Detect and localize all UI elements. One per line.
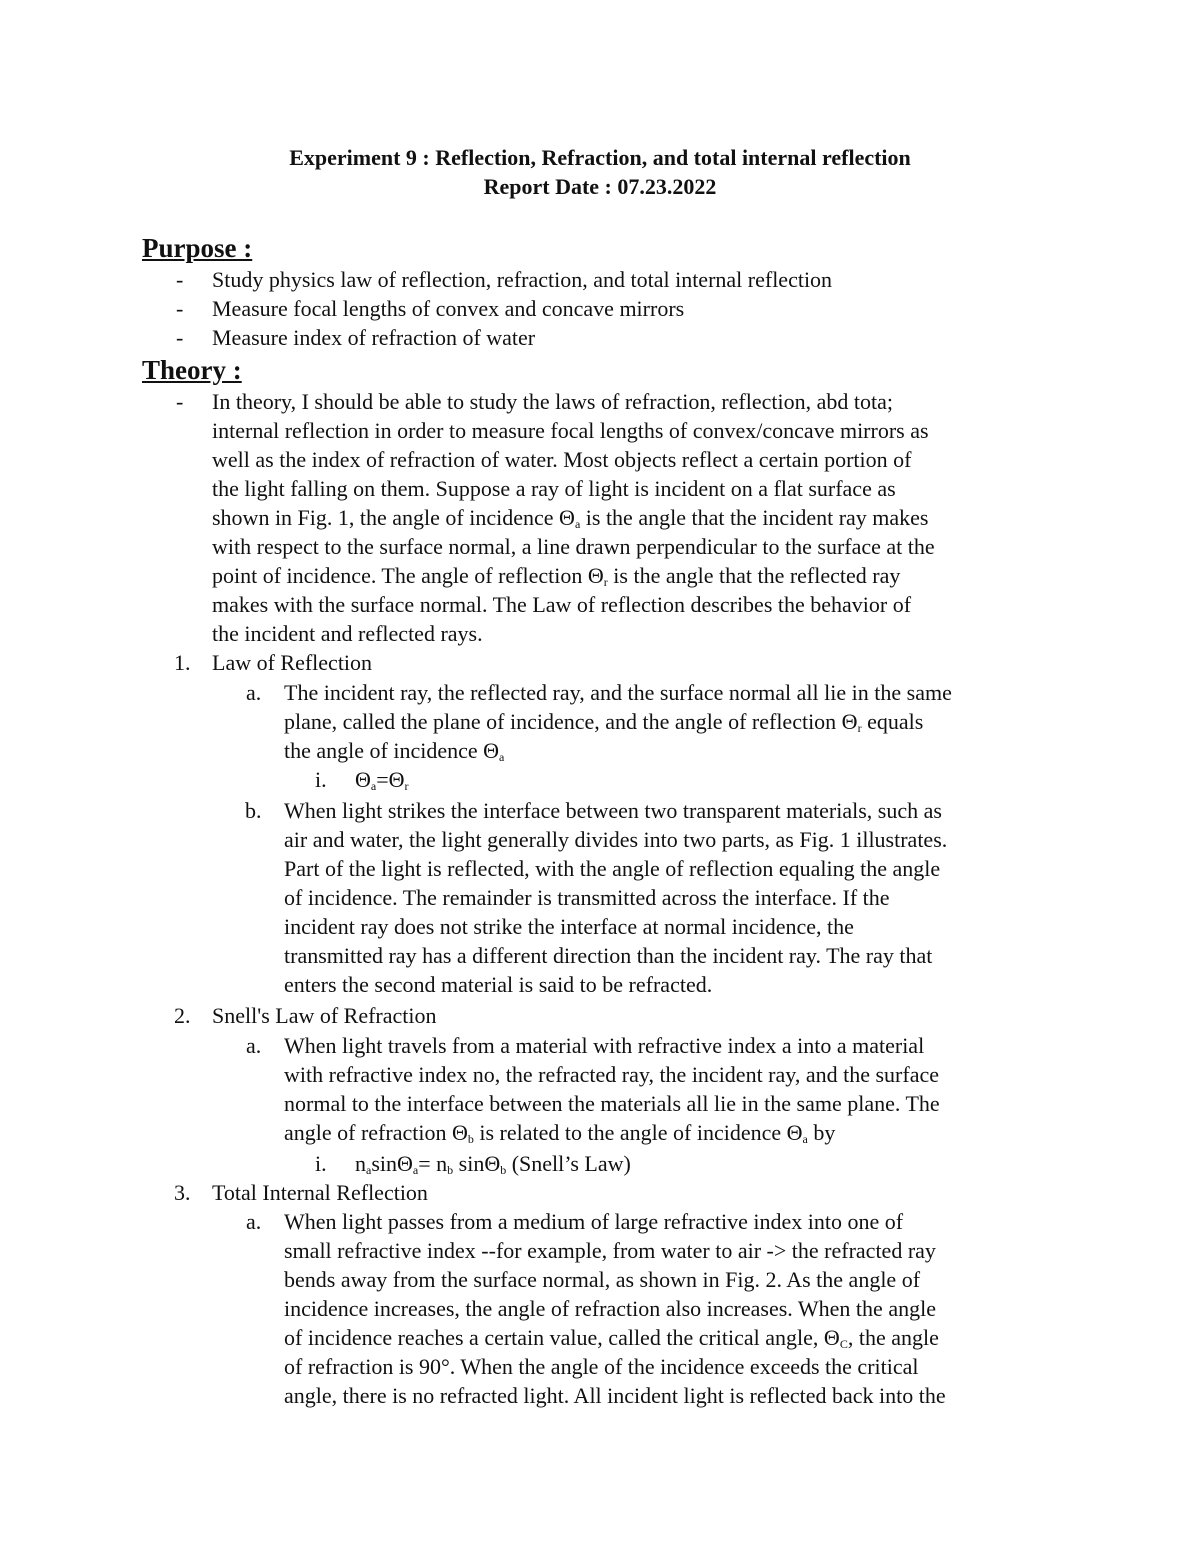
theory-text-line: In theory, I should be able to study the laws of refraction, reflection, abd tota;	[212, 389, 893, 414]
section-1b-line: enters the second material is said to be refracted.	[284, 972, 713, 997]
section-2-number: 2.	[174, 1003, 191, 1028]
section-1a-i-marker: i.	[315, 767, 327, 792]
theory-text-line: the incident and reflected rays.	[212, 621, 483, 646]
section-1b-line: incident ray does not strike the interface at normal incidence, the	[284, 914, 854, 939]
section-2a-marker: a.	[246, 1033, 262, 1058]
snells-law-equation: $n_a\sin\Theta_a= n_b$ sinΘ$_b$ (Snell’s Law)	[355, 1151, 631, 1177]
theory-text-line: internal reflection in order to measure focal lengths of convex/concave mirrors as	[212, 418, 929, 443]
theory-text-line: with respect to the surface normal, a line drawn perpendicular to the surface at the	[212, 534, 935, 559]
section-2a-line: angle of refraction $\Theta_b$ is related to the angle of incidence $\Theta_a$ by	[284, 1120, 836, 1146]
reflection-equation: $\Theta_a=\Theta_r$	[355, 767, 409, 793]
theory-text-line: the light falling on them. Suppose a ray of light is incident on a flat surface as	[212, 476, 896, 501]
purpose-item: Study physics law of reflection, refraction, and total internal reflection	[212, 267, 833, 292]
theory-text-line: makes with the surface normal. The Law of reflection describes the behavior of	[212, 592, 912, 617]
purpose-item: Measure index of refraction of water	[212, 325, 536, 350]
section-3-number: 3.	[174, 1180, 191, 1205]
purpose-item: Measure focal lengths of convex and concave mirrors	[212, 296, 685, 321]
theory-text-line: shown in Fig. 1, the angle of incidence $\Theta_a$ is the angle that the incident ray makes	[212, 505, 929, 531]
section-1a-line: The incident ray, the reflected ray, and the surface normal all lie in the same	[284, 680, 952, 705]
section-2a-i-marker: i.	[315, 1151, 327, 1176]
section-1b-line: When light strikes the interface between two transparent materials, such as	[284, 798, 942, 823]
theory-bullet: -	[176, 389, 184, 414]
section-1b-line: Part of the light is reflected, with the angle of reflection equaling the angle	[284, 856, 941, 881]
section-3a-line: incidence increases, the angle of refraction also increases. When the angle	[284, 1296, 936, 1321]
section-2-title: Snell's Law of Refraction	[212, 1003, 437, 1028]
purpose-heading: Purpose :	[142, 233, 253, 263]
section-1a-line: the angle of incidence $\Theta_a$	[284, 738, 505, 764]
section-3-title: Total Internal Reflection	[212, 1180, 428, 1205]
section-3a-marker: a.	[246, 1209, 262, 1234]
section-3a-line: of incidence reaches a certain value, called the critical angle, $\Theta_C$, the angle	[284, 1325, 939, 1351]
section-3a-line: When light passes from a medium of large refractive index into one of	[284, 1209, 904, 1234]
section-1-title: Law of Reflection	[212, 650, 373, 675]
section-3a-line: angle, there is no refracted light. All incident light is reflected back into the	[284, 1383, 946, 1408]
theory-heading: Theory :	[142, 355, 242, 385]
section-1a-line: plane, called the plane of incidence, and the angle of reflection $\Theta_r$ equals	[284, 709, 924, 735]
section-1b-line: of incidence. The remainder is transmitted across the interface. If the	[284, 885, 890, 910]
purpose-bullet: -	[176, 267, 184, 292]
section-2a-line: with refractive index no, the refracted ray, the incident ray, and the surface	[284, 1062, 939, 1087]
section-1-number: 1.	[174, 650, 191, 675]
section-2a-line: normal to the interface between the materials all lie in the same plane. The	[284, 1091, 940, 1116]
section-3a-line: bends away from the surface normal, as shown in Fig. 2. As the angle of	[284, 1267, 921, 1292]
section-1b-line: air and water, the light generally divides into two parts, as Fig. 1 illustrates.	[284, 827, 948, 852]
report-date: Report Date : 07.23.2022	[483, 174, 717, 199]
section-1b-marker: b.	[245, 798, 262, 823]
theory-text-line: well as the index of refraction of water. Most objects reflect a certain portion of	[212, 447, 912, 472]
section-3a-line: small refractive index --for example, from water to air -> the refracted ray	[284, 1238, 936, 1263]
purpose-bullet: -	[176, 325, 184, 350]
theory-text-line: point of incidence. The angle of reflection $\Theta_r$ is the angle that the reflected ray	[212, 563, 901, 589]
section-1b-line: transmitted ray has a different direction than the incident ray. The ray that	[284, 943, 933, 968]
section-1a-marker: a.	[246, 680, 262, 705]
section-3a-line: of refraction is 90°. When the angle of the incidence exceeds the critical	[284, 1354, 919, 1379]
purpose-bullet: -	[176, 296, 184, 321]
section-2a-line: When light travels from a material with refractive index a into a material	[284, 1033, 925, 1058]
document-header	[0, 143, 1200, 201]
document-title: Experiment 9 : Reflection, Refraction, and total internal reflection	[289, 145, 911, 170]
